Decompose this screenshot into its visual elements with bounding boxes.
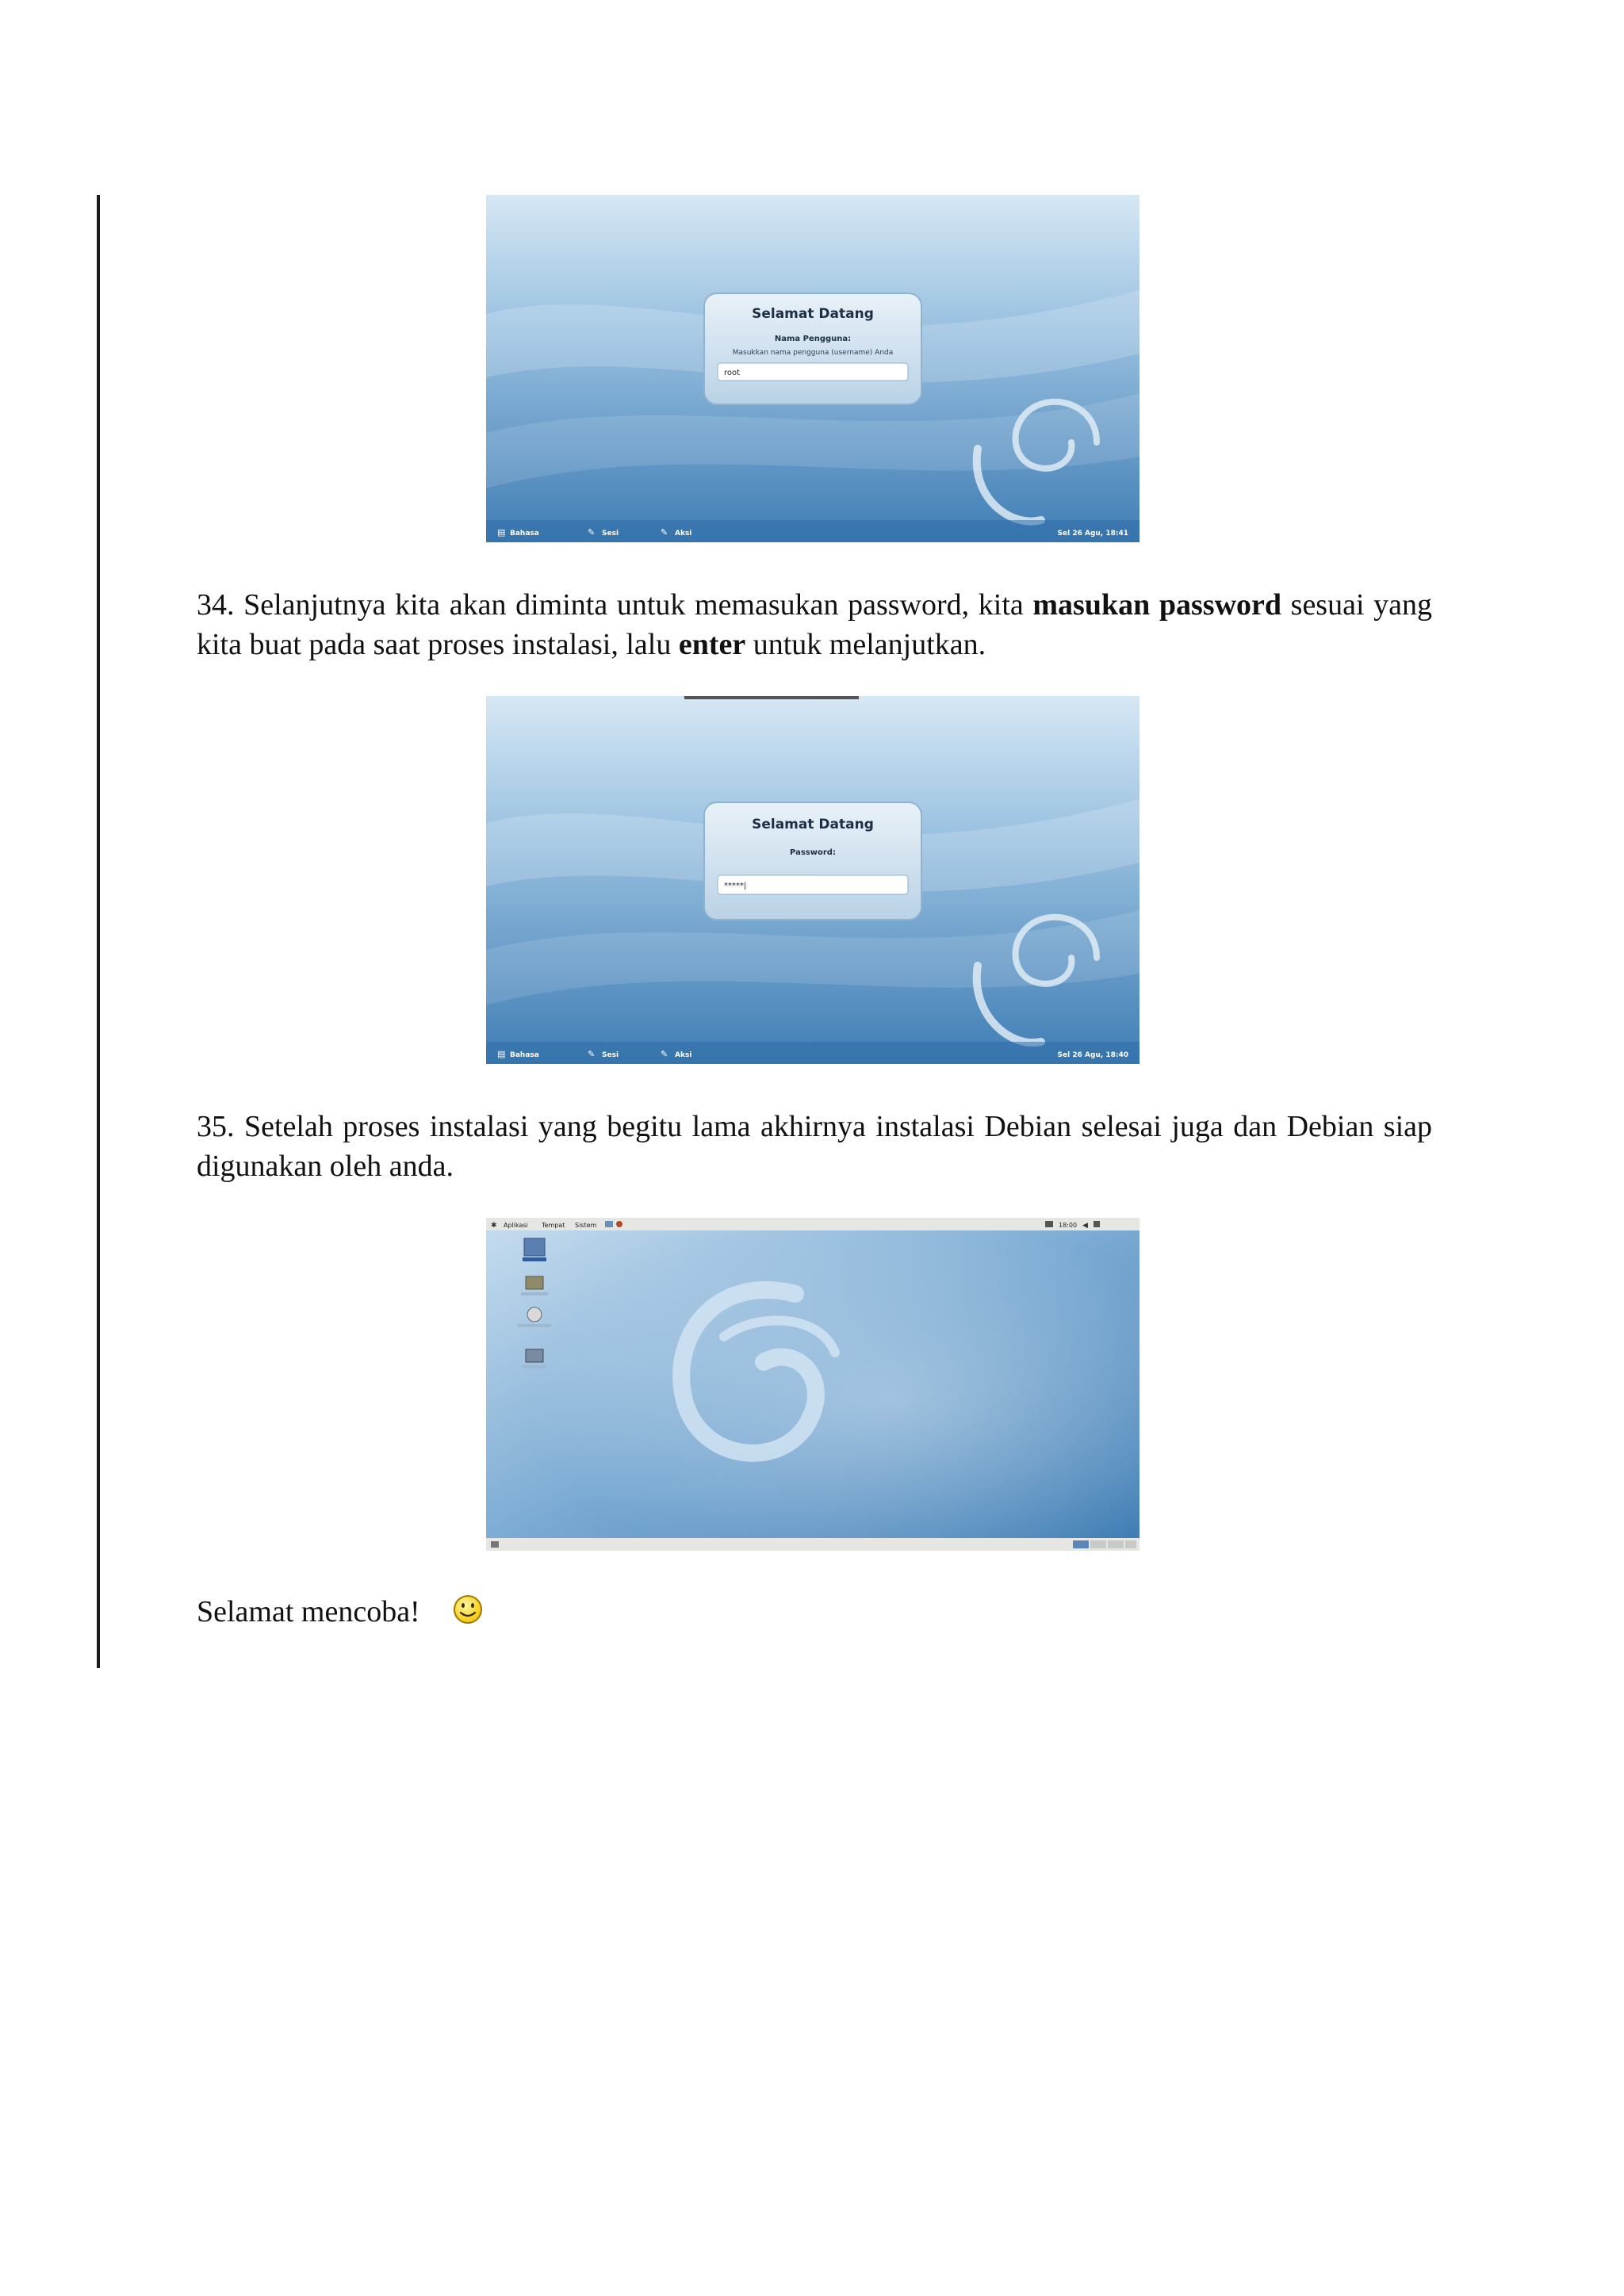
password-value: *****|: [724, 882, 747, 890]
cdrom-label: [518, 1324, 551, 1327]
closing-text: Selamat mencoba!: [197, 1595, 420, 1628]
volume-icon[interactable]: ◀: [1082, 1222, 1088, 1230]
home-folder-icon[interactable]: [526, 1276, 543, 1289]
step-34-middle: sesuai yang kita buat pada saat proses instalasi, lalu: [197, 588, 1433, 661]
action-icon: ✎: [661, 527, 668, 538]
field-hint: Masukkan nama pengguna (username) Anda: [732, 349, 894, 357]
language-button[interactable]: Bahasa: [510, 1051, 539, 1059]
step-35-text: 35. Setelah proses instalasi yang begitu lama akhirnya instalasi Debian selesai juga dan Debian siap digunakan oleh anda.: [197, 1110, 1432, 1183]
foot-menu-icon: ✱: [491, 1222, 497, 1230]
language-icon: ▤: [497, 527, 506, 538]
session-button[interactable]: Sesi: [602, 530, 619, 538]
trash-icon[interactable]: [526, 1349, 543, 1362]
login-username-screenshot: [486, 195, 1139, 542]
step-34-bold-enter: enter: [678, 628, 746, 661]
clock: Sel 26 Agu, 18:41: [1057, 530, 1128, 538]
username-input[interactable]: [718, 363, 908, 381]
smiley-icon: [452, 1594, 484, 1625]
panel-clock: 18:00: [1059, 1222, 1078, 1229]
dialog-title: Selamat Datang: [752, 817, 874, 832]
field-label: Password:: [790, 848, 836, 857]
action-button[interactable]: Aksi: [675, 1051, 692, 1059]
menu-places[interactable]: Tempat: [542, 1222, 565, 1229]
workspace-4[interactable]: [1125, 1540, 1136, 1548]
session-button[interactable]: Sesi: [602, 1051, 619, 1059]
step-35-paragraph: [197, 1107, 1432, 1186]
action-icon: ✎: [661, 1049, 668, 1059]
margin-rule: [97, 195, 100, 1668]
show-desktop-icon[interactable]: [491, 1541, 499, 1548]
workspace-2[interactable]: [1090, 1540, 1106, 1548]
field-label: Nama Pengguna:: [774, 335, 852, 343]
cdrom-icon[interactable]: [527, 1307, 542, 1322]
language-icon: ▤: [497, 1049, 506, 1059]
dialog-title: Selamat Datang: [752, 306, 874, 322]
workspace-1[interactable]: [1073, 1540, 1089, 1548]
step-34-end: untuk melanjutkan.: [745, 628, 986, 661]
network-icon[interactable]: [1045, 1221, 1053, 1227]
workspace-3[interactable]: [1108, 1540, 1124, 1548]
power-icon[interactable]: [1094, 1221, 1100, 1227]
launcher-icon[interactable]: [605, 1221, 613, 1227]
session-icon: ✎: [588, 527, 596, 538]
desktop-screenshot: [486, 1218, 1139, 1551]
session-icon: ✎: [588, 1049, 596, 1059]
step-34-intro: 34. Selanjutnya kita akan diminta untuk memasukan password, kita: [197, 588, 1033, 622]
step-34-bold-password: masukan password: [1032, 588, 1282, 622]
home-folder-label: [521, 1292, 548, 1295]
action-button[interactable]: Aksi: [675, 530, 692, 538]
bottom-panel: [486, 1538, 1139, 1551]
language-button[interactable]: Bahasa: [510, 530, 539, 538]
bottom-bar: [486, 520, 1139, 542]
computer-icon[interactable]: [524, 1238, 545, 1256]
menu-system[interactable]: Sistem: [575, 1222, 597, 1229]
trash-label: [523, 1365, 546, 1368]
browser-icon[interactable]: [616, 1221, 622, 1227]
username-value: root: [724, 369, 741, 377]
bottom-bar: [486, 1042, 1139, 1064]
clock: Sel 26 Agu, 18:40: [1057, 1051, 1128, 1059]
step-34-paragraph: [197, 585, 1432, 664]
menu-applications[interactable]: Aplikasi: [504, 1222, 528, 1229]
computer-label-highlight: [523, 1257, 546, 1261]
login-password-screenshot: [486, 696, 1139, 1064]
